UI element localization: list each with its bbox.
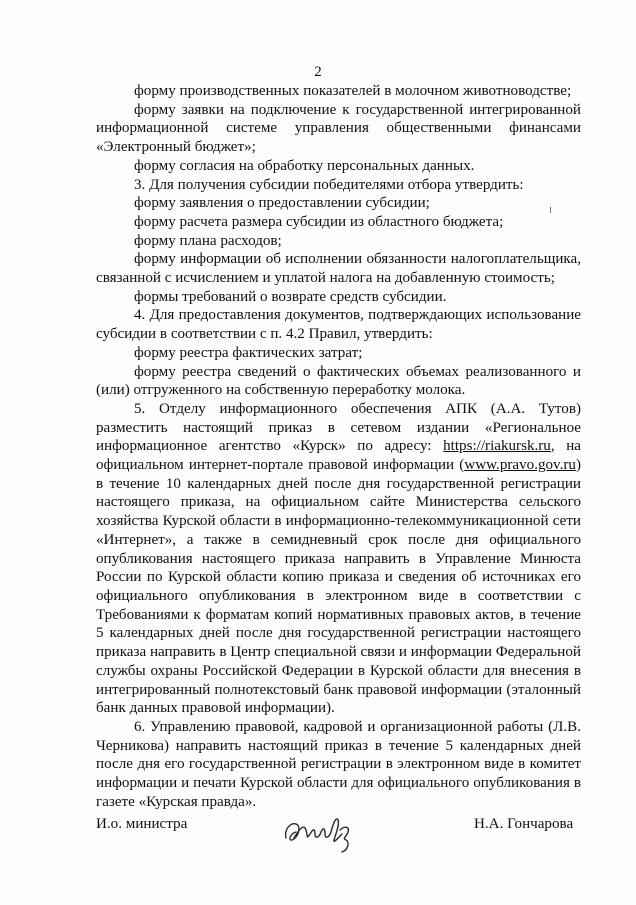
paragraph-expense-plan-form: форму плана расходов;: [134, 232, 282, 249]
riakursk-link[interactable]: https://riakursk.ru: [443, 438, 551, 455]
paragraph-actual-costs-form: форму реестра фактических затрат;: [134, 344, 363, 361]
paragraph-application-form: форму заявления о предоставлении субсидии;: [134, 195, 430, 212]
signatory-name: Н.А. Гончарова: [474, 816, 574, 832]
page-number: 2: [314, 64, 322, 80]
item-5-text-end: ) в течение 10 календарных дней после дня государственной регистрации настоящего приказа, на официальном сайте Министерства сельского хозяйства Курской области в информационно-телекоммуникационной сети «Интернет», а также в семидневный срок после дня официального опубликования настоящего приказа направить в Управление Минюста России по Курской области копию приказа и сведения об источниках его официального опубликования в электронном виде в соответствии с Требованиями к форматам копий нормативных правовых актов, в течение 5 календарных дней после дня государственной регистрации настоящего приказа направить в Центр специальной связи и информации Федеральной службы охраны Российской Федерации в Курской области для внесения в интегрированный полнотекстовый банк правовой информации (эталонный банк данных правовой информации).: [96, 457, 581, 717]
paragraph-refund-forms: формы требований о возврате средств субсидии.: [134, 288, 447, 305]
paragraph-item-6: 6. Управлению правовой, кадровой и организационной работы (Л.В. Черникова) направить настоящий приказ в течение 5 календарных дней после дня его государственной регистрации в электронном виде в комитет информации и печати Курской области для официального опубликования в газете «Курская правда».: [96, 718, 581, 810]
paragraph-vat-info-form: форму информации об исполнении обязанности налогоплательщика, связанной с исчислением и уплатой налога на добавленную стоимость;: [96, 251, 581, 287]
paragraph-milk-volumes-form: форму реестра сведений о фактических объемах реализованного и (или) отгруженного на собственную переработку молока.: [96, 363, 581, 399]
order-body: [96, 82, 581, 811]
item-5-text-start: 5. Отделу информационного обеспечения АПК (А.А. Тутов) разместить настоящий приказ в сетевом издании «Региональное информационное агентство «Курск» по адресу:: [96, 400, 581, 455]
scan-artifact-mark: [550, 207, 551, 213]
paragraph-consent-form: форму согласия на обработку персональных данных.: [134, 157, 475, 174]
paragraph-item-5: [96, 400, 581, 718]
paragraph-item-4: 4. Для предоставления документов, подтверждающих использование субсидии в соответствии с п. 4.2 Правил, утвердить:: [96, 307, 581, 343]
signatory-position: И.о. министра: [96, 816, 188, 832]
handwritten-signature: [280, 808, 360, 856]
paragraph-subsidy-calculation-form: форму расчета размера субсидии из областного бюджета;: [134, 213, 504, 230]
paragraph-budget-system-form: форму заявки на подключение к государственной интегрированной информационной системе управления общественными финансами «Электронный бюджет»;: [96, 101, 581, 156]
pravo-gov-link[interactable]: www.pravo.gov.ru: [464, 457, 576, 474]
paragraph-item-3: 3. Для получения субсидии победителями отбора утвердить:: [134, 176, 524, 193]
item-5-text-middle: , на официальном интернет-портале правовой информации (: [96, 438, 581, 474]
paragraph-milk-production-form: форму производственных показателей в молочном животноводстве;: [134, 83, 572, 99]
